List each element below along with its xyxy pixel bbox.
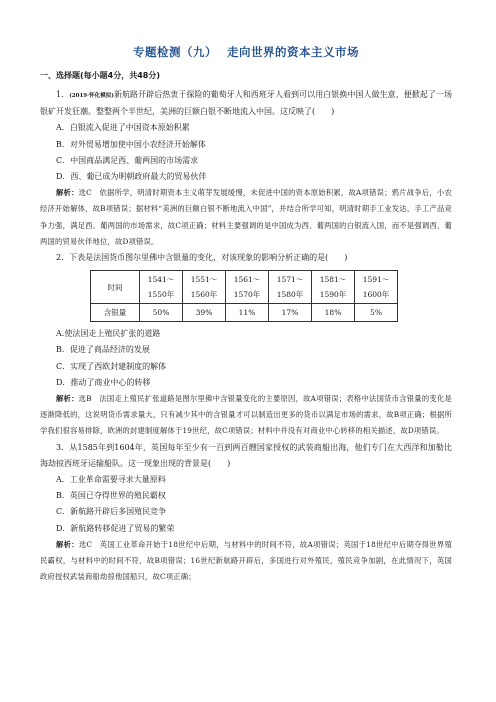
question-3-option-c: C．新航路开辟后多国殖民竞争 xyxy=(56,507,167,517)
table-header-silver: 含银量 xyxy=(91,304,140,322)
question-3-stem xyxy=(40,440,452,472)
question-1-analysis-label: 解析： xyxy=(56,188,79,198)
table-cell-value-5: 18% xyxy=(312,304,355,322)
table-header-time: 时间 xyxy=(91,271,140,304)
table-cell-period-3: 1561～ 1570年 xyxy=(226,271,269,304)
question-2-option-a: A.使法国走上殖民扩张的道路 xyxy=(56,329,161,339)
question-1-option-a: A．白银流入促进了中国资本原始积累 xyxy=(56,123,190,133)
question-2-text: 下表是法国货币图尔里佛中含银量的变化，对该现象的影响分析正确的是( ) xyxy=(69,253,348,263)
question-2-stem xyxy=(40,250,452,266)
question-1-text: 新航路开辟后热衷于探险的葡萄牙人和西班牙人看到可以用白银换中国人做生意，便掀起了一场银矿开发狂潮。整整两个半世纪，美洲的巨额白银不断地流入中国。这反映了( ) xyxy=(40,90,453,117)
question-1-option-d: D．西、葡已成为明朝政府最大的贸易伙伴 xyxy=(56,172,207,182)
table-cell-value-4: 17% xyxy=(269,304,312,322)
section-note: (每小题4分，共48分) xyxy=(80,71,161,80)
table-cell-period-1: 1541～ 1550年 xyxy=(140,271,183,304)
question-2-analysis-text: 选B 法国走上殖民扩张道路是图尔里佛中含银量变化的主要原因，故A项错误；表格中法国货币含银量的变化是逐渐降低的，这说明货币需求量大，只有减少其中的含银量才可以制造出更多的货币以满足市场的需求，故B项正确；根据所学我们很容易排除，欧洲的封建制度解体于19世纪，故C项错误；材料中并没有对商业中心转移的相关描述，故D项错误。 xyxy=(40,394,452,436)
question-3-number: 3． xyxy=(56,442,70,452)
question-3-text: 从1585年到1604年，英国每年至少有一百到两百艘国家授权的武装商船出海，他们专门在大西洋和加勒比海劫掠西班牙运输船队。这一现象出现的背景是( ) xyxy=(40,442,453,468)
question-2-option-b: B．促进了商品经济的发展 xyxy=(56,345,150,355)
table-cell-value-6: 5% xyxy=(355,304,398,322)
question-1-number: 1． xyxy=(56,90,70,99)
question-3-analysis-label: 解析： xyxy=(56,539,79,549)
question-2-number: 2． xyxy=(56,253,70,263)
question-3-option-d: D．新航路转移促进了贸易的繁荣 xyxy=(56,523,175,533)
question-1-option-b: B．对外贸易增加使中国小农经济开始解体 xyxy=(56,139,206,149)
page-title xyxy=(40,44,452,60)
question-2-option-c: C．实现了西欧封建制度的解体 xyxy=(56,361,167,371)
question-2-option-d: D．推动了商业中心的转移 xyxy=(56,377,151,387)
table-row-silver xyxy=(91,304,398,322)
question-2-analysis-label: 解析： xyxy=(56,394,79,404)
table-cell-value-2: 39% xyxy=(183,304,226,322)
question-1-option-c: C．中国商品满足西、葡两国的市场需求 xyxy=(56,155,199,165)
section-label: 一、选择题 xyxy=(40,71,80,80)
silver-content-table xyxy=(90,270,398,322)
title-part-2: 走向世界的资本主义市场 xyxy=(227,45,359,59)
question-1-analysis xyxy=(40,185,452,250)
title-part-1: 专题检测（九） xyxy=(133,45,217,59)
question-3-analysis-text: 选C 英国工业革命开始于18世纪中后期，与材料中的时间不符，故A项错误；英国于18世纪中后期夺得世界殖民霸权，与材料中的时间不符，故B项错误；16世纪新航路开辟后，多国进行对外殖民，殖民竞争加剧，在此情况下，英国政府授权武装商船劫掠他国船只，故C项正确； xyxy=(40,539,452,582)
question-3-option-b: B．英国已夺得世界的殖民霸权 xyxy=(56,491,166,501)
question-1-stem xyxy=(40,87,452,120)
table-cell-period-6: 1591～ 1600年 xyxy=(355,271,398,304)
table-cell-value-1: 50% xyxy=(140,304,183,322)
question-2-analysis xyxy=(40,391,452,440)
question-3-analysis xyxy=(40,537,452,586)
question-3-option-a: A．工业革命需要寻求大量原料 xyxy=(56,475,166,485)
question-1-analysis-text: 选C 依据所学，明清时期资本主义萌芽发展缓慢，未促进中国的资本原始积累，故A项错误；鸦片战争后，小农经济开始解体，故B项错误；据材料“美洲的巨额白银不断地流入中国”，并结合所学可知，明清时期手工业发达，手工产品竞争力强，满足西、葡两国的市场需求，故C项正确；材料主要强调的是中国成为西、葡两国的白银流入国，而不是强调西、葡两国的贸易伙伴地位，故D项错误。 xyxy=(40,188,452,246)
table-cell-period-5: 1581～ 1590年 xyxy=(312,271,355,304)
table-row-period xyxy=(91,271,398,304)
table-cell-period-2: 1551～ 1560年 xyxy=(183,271,226,304)
table-cell-period-4: 1571～ 1580年 xyxy=(269,271,312,304)
section-heading xyxy=(40,70,452,81)
table-cell-value-3: 11% xyxy=(226,304,269,322)
question-1-source: (2019·怀化模拟) xyxy=(69,93,114,99)
